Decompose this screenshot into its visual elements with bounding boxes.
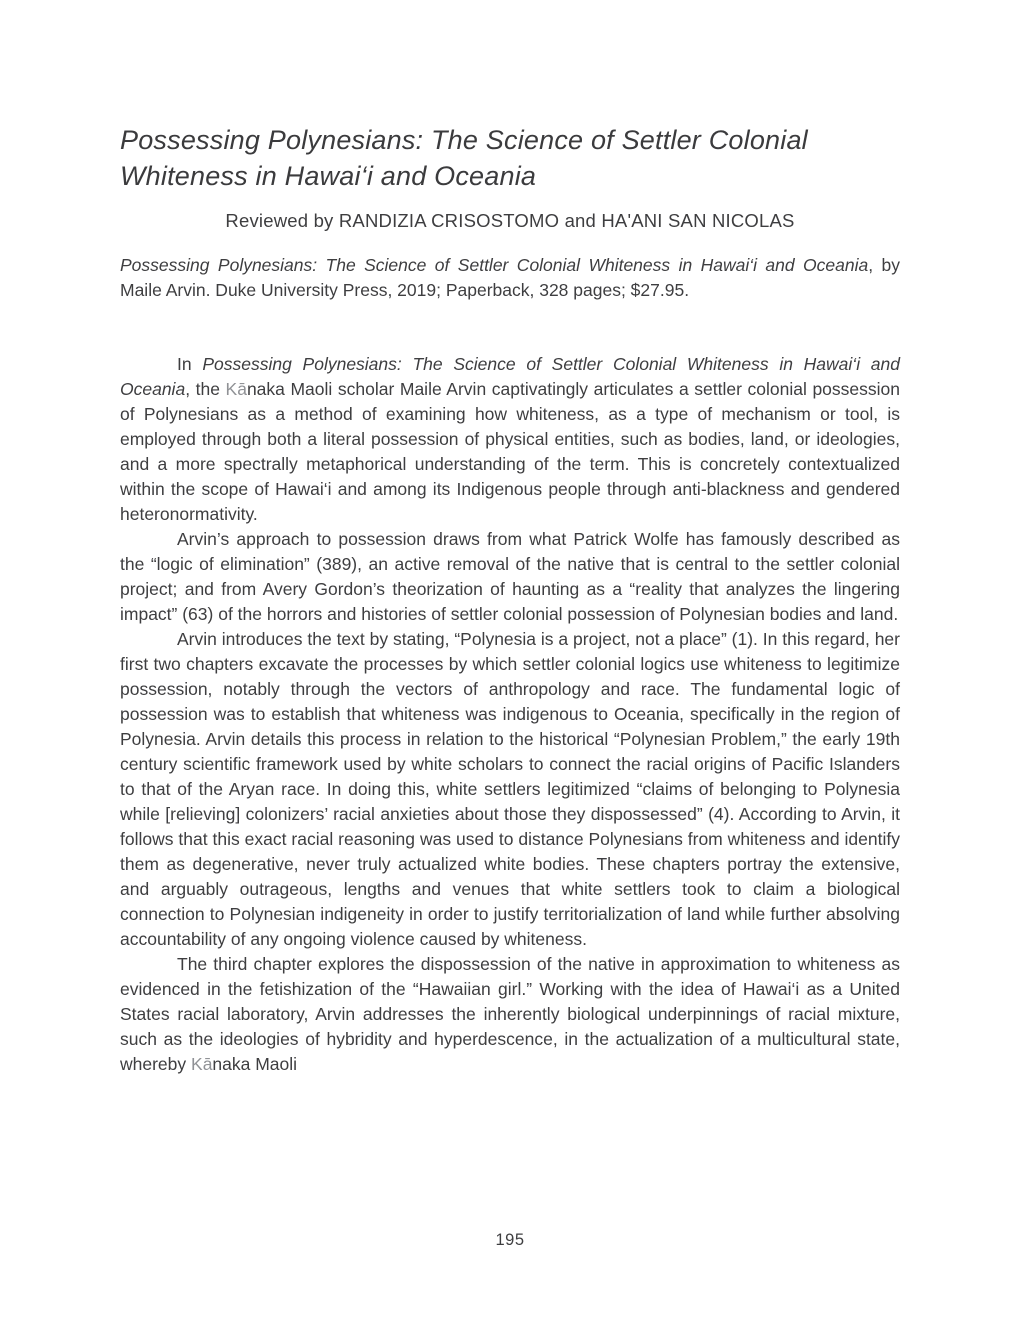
paragraph-1: [120, 352, 900, 527]
para4-kanaka-glyph: Kā: [191, 1054, 213, 1074]
byline-and: and: [564, 210, 597, 231]
paragraph-2: Arvin’s approach to possession draws from what Patrick Wolfe has famously described as the “logic of elimination” (389), an active removal of the native that is central to the settler colonial project; and from Avery Gordon’s theorization of haunting as a “reality that analyzes the lingering impact” (63) of the horrors and histories of settler colonial possession of Polynesian bodies and land.: [120, 529, 900, 624]
page-number: 195: [495, 1231, 525, 1249]
para1-rest: naka Maoli scholar Maile Arvin captivatingly articulates a settler colonial possession of Polynesians as a method of examining how whiteness, as a type of mechanism or tool, is employed through both a literal possession of physical entities, such as bodies, land, or ideologies, and a more spectrally metaphorical understanding of the term. This is concretely contextualized within the scope of Hawai‘i and among its Indigenous people through anti-blackness and gendered heteronormativity.: [120, 379, 900, 524]
para1-book-title-italic: Possessing Polynesians: The Science of Settler Colonial Whiteness in Hawai‘i and Oceania: [120, 354, 900, 399]
paragraph-3: Arvin introduces the text by stating, “Polynesia is a project, not a place” (1). In this regard, her first two chapters excavate the processes by which settler colonial logics use whiteness to legitimize possession, notably through the vectors of anthropology and race. The fundamental logic of possession was to establish that whiteness was indigenous to Oceania, specifically in the region of Polynesia. Arvin details this process in relation to the historical “Polynesian Problem,” the early 19th century scientific framework used by white scholars to connect the racial origins of Pacific Islanders to that of the Aryan race. In doing this, white settlers legitimized “claims of belonging to Polynesia while [relieving] colonizers’ racial anxieties about those they dispossessed” (4). According to Arvin, it follows that this exact racial reasoning was used to distance Polynesians from whiteness and identify them as degenerative, never truly actualized white bodies. These chapters portray the extensive, and arguably outrageous, lengths and venues that white settlers took to claim a biological connection to Polynesian indigeneity in order to justify territorialization of land while further absolving accountability of any ongoing violence caused by whiteness.: [120, 629, 900, 949]
article-title: Possessing Polynesians: The Science of Settler Colonial Whiteness in Hawai‘i and Oceania: [120, 125, 808, 191]
para4-lead: The third chapter explores the dispossession of the native in approximation to whiteness as evidenced in the fetishization of the “Hawaiian girl.” Working with the idea of Hawai‘i as a United States racial laboratory, Arvin addresses the inherently biological underpinnings of racial mixture, such as the ideologies of hybridity and hyperdescence, in the actualization of a multicultural state, whereby: [120, 954, 900, 1074]
para1-kanaka-glyph: Kā: [225, 379, 247, 399]
reviewer-name-1: RANDIZIA CRISOSTOMO: [338, 210, 560, 231]
para1-mid: , the: [185, 379, 226, 399]
review-body: [120, 352, 900, 1077]
byline: [120, 208, 900, 233]
byline-prefix: Reviewed by: [225, 210, 334, 231]
book-citation: [120, 253, 900, 303]
reviewer-name-2: HA'ANI SAN NICOLAS: [601, 210, 795, 231]
paragraph-4: [120, 952, 900, 1077]
citation-details: , by Maile Arvin. Duke University Press, 2019; Paperback, 328 pages; $27.95.: [120, 255, 900, 300]
para1-lead: In: [177, 354, 203, 374]
book-title-italic: Possessing Polynesians: The Science of Settler Colonial Whiteness in Hawai‘i and Oceania: [120, 255, 869, 275]
para4-rest: naka Maoli: [212, 1054, 298, 1074]
page-content: [120, 0, 900, 1077]
